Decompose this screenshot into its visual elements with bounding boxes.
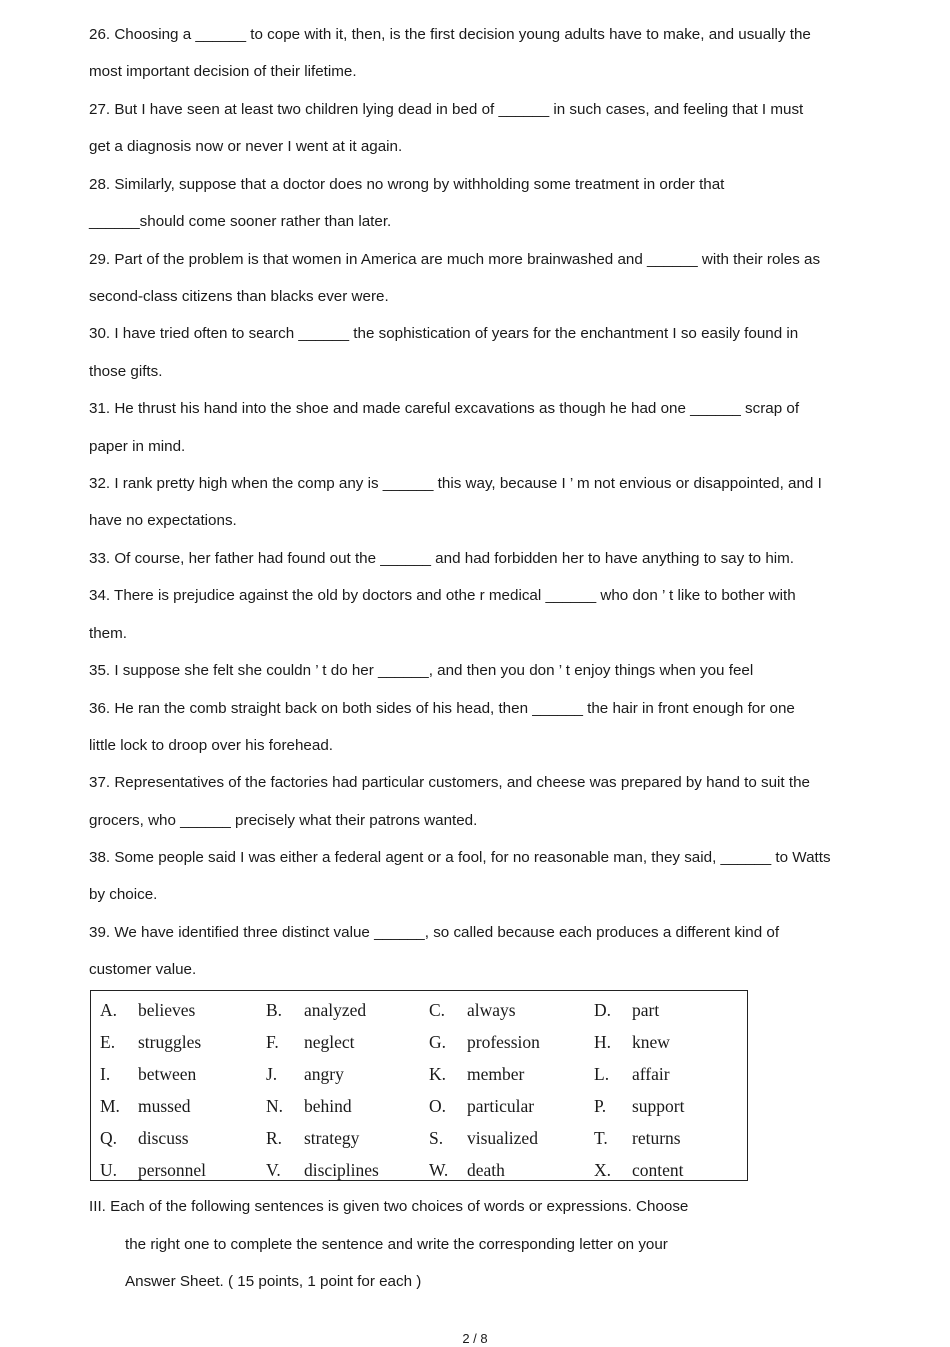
word-bank-option-w: W. death [429,1160,505,1180]
word-bank-option-m: M. mussed [100,1096,191,1116]
question-34-line-2: them. [89,625,127,642]
word-bank-option-g: G. profession [429,1032,540,1052]
page-number: 2 / 8 [462,1331,488,1346]
question-26-line-2: most important decision of their lifetime. [89,63,357,80]
word-bank-option-u: U. personnel [100,1160,207,1180]
word-bank-option-a: A. believes [100,1000,196,1020]
question-30-line-1: 30. I have tried often to search ______ the sophistication of years for the enchantment I so easily found in [89,325,799,342]
question-38-line-2: by choice. [89,886,158,903]
question-37-line-2: grocers, who ______ precisely what their patrons wanted. [89,812,478,829]
question-35-line-1: 35. I suppose she felt she couldn ’ t do her ______, and then you don ’ t enjoy things when you feel [89,662,754,679]
word-bank-option-e: E. struggles [100,1032,202,1052]
word-bank-option-h: H. knew [594,1032,670,1052]
question-27-line-1: 27. But I have seen at least two children lying dead in bed of ______ in such cases, and feeling that I must [89,101,804,118]
question-39-line-1: 39. We have identified three distinct value ______, so called because each produces a different kind of [89,924,780,941]
word-bank-option-r: R. strategy [266,1128,360,1148]
word-bank-option-n: N. behind [266,1096,352,1116]
word-bank-option-o: O. particular [429,1096,535,1116]
word-bank-option-d: D. part [594,1000,660,1020]
word-bank-option-x: X. content [594,1160,684,1180]
question-31-line-1: 31. He thrust his hand into the shoe and made careful excavations as though he had one ______ scrap of [89,400,800,417]
question-29-line-1: 29. Part of the problem is that women in America are much more brainwashed and ______ with their roles as [89,251,821,268]
question-36-line-1: 36. He ran the comb straight back on both sides of his head, then ______ the hair in front enough for one [89,700,795,717]
question-27-line-2: get a diagnosis now or never I went at it again. [89,138,403,155]
question-28-line-2: ______should come sooner rather than later. [89,213,392,230]
question-37-line-1: 37. Representatives of the factories had particular customers, and cheese was prepared by hand to suit the [89,774,810,791]
word-bank-option-f: F. neglect [266,1032,355,1052]
word-bank-option-j: J. angry [266,1064,344,1084]
question-39-line-2: customer value. [89,961,197,978]
question-34-line-1: 34. There is prejudice against the old by doctors and othe r medical ______ who don ’ t like to bother with [89,587,796,604]
question-32-line-1: 32. I rank pretty high when the comp any is ______ this way, because I ’ m not envious or disappointed, and I [89,475,822,492]
question-28-line-1: 28. Similarly, suppose that a doctor does no wrong by withholding some treatment in order that [89,176,725,193]
word-bank-table [90,990,748,1181]
question-31-line-2: paper in mind. [89,438,186,455]
word-bank-option-v: V. disciplines [266,1160,379,1180]
section-3-instructions-line-2: the right one to complete the sentence and write the corresponding letter on your [125,1236,668,1253]
question-26-line-1: 26. Choosing a ______ to cope with it, then, is the first decision young adults have to make, and usually the [89,26,811,43]
word-bank-option-l: L. affair [594,1064,670,1084]
section-3-instructions-line-3: Answer Sheet. ( 15 points, 1 point for each ) [125,1273,422,1290]
word-bank-option-p: P. support [594,1096,685,1116]
question-32-line-2: have no expectations. [89,512,237,529]
word-bank-option-b: B. analyzed [266,1000,367,1020]
question-38-line-1: 38. Some people said I was either a federal agent or a fool, for no reasonable man, they said, ______ to Watts [89,849,831,866]
word-bank-option-t: T. returns [594,1128,681,1148]
word-bank-option-k: K. member [429,1064,525,1084]
word-bank-option-c: C. always [429,1000,516,1020]
question-33-line-1: 33. Of course, her father had found out the ______ and had forbidden her to have anything to say to him. [89,550,795,567]
question-30-line-2: those gifts. [89,363,163,380]
section-3-instructions-line-1: III. Each of the following sentences is given two choices of words or expressions. Choose [89,1198,689,1215]
word-bank-option-i: I. between [100,1064,197,1084]
word-bank-option-q: Q. discuss [100,1128,189,1148]
question-36-line-2: little lock to droop over his forehead. [89,737,333,754]
word-bank-option-s: S. visualized [429,1128,538,1148]
question-29-line-2: second-class citizens than blacks ever were. [89,288,389,305]
